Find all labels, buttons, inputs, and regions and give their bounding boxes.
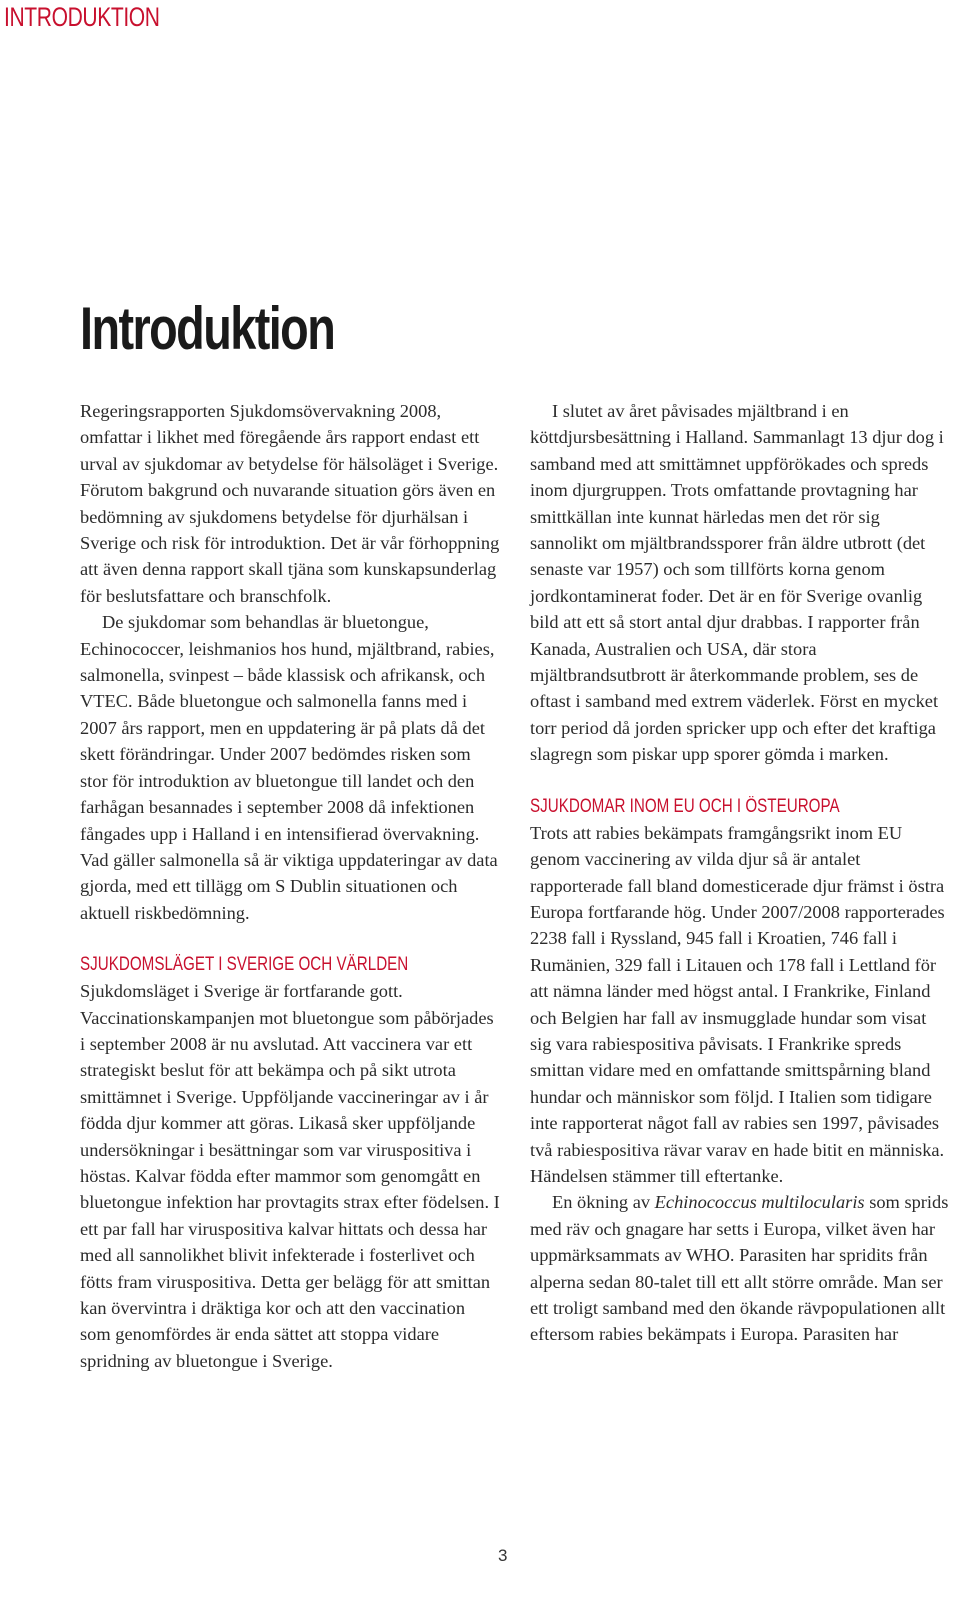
section-heading-eu-east-europe: SJUKDOMAR INOM EU OCH I ÖSTEUROPA [530,795,840,817]
intro-paragraph: Regeringsrapporten Sjukdomsövervakning 2008, omfattar i likhet med föregående års rapport endast ett urval av sjukdomar av betydelse för hälsoläget i Sverige. Förutom bakgrund och nuvarande situation görs även en bedömning av sjukdomens betydelse för djurhälsan i Sverige och risk för introduktion. Det är vår förhoppning att även denna rapport skall tjäna som kunskapsunderlag för beslutsfattare och branschfolk. [80,401,500,606]
page-number: 3 [498,1546,508,1565]
echinococcus-paragraph [530,1189,950,1347]
species-name: Echinococcus multilocularis [654,1192,865,1213]
rabies-paragraph: Trots att rabies bekämpats framgångsrikt inom EU genom vaccinering av vilda djur så är antalet rapporterade fall bland domesticerade djur främst i östra Europa fortfarande hög. Under 2007/2008 rapporterades 2238 fall i Ryssland, 945 fall i Kroatien, 746 fall i Rumänien, 329 fall i Litauen och 178 fall i Lettland för att nämna länder med högst antal. I Frankrike, Finland och Belgien har fall av insmugglade hundar som visat sig vara rabiespositiva påvisats. I Frankrike spreds smittan vidare med en omfattande smittspårning bland hundar och människor som följd. I Italien som tidigare inte rapporterat något fall av rabies sen 1997, påvisades två rabiespositiva rävar varav en hade bitit en människa. Händelsen stämmer till eftertanke. [530,822,945,1186]
section-heading-sweden-world: SJUKDOMSLÄGET I SVERIGE OCH VÄRLDEN [80,954,409,976]
echinococcus-text-start: En ökning av [552,1192,655,1213]
running-header: INTRODUKTION [4,2,160,32]
left-column [80,398,500,1374]
sweden-status-paragraph: Sjukdomsläget i Sverige är fortfarande gott. Vaccinationskampanjen mot bluetongue som påbörjades i september 2008 är nu avslutad. Att vaccinera var ett strategiskt beslut för att bekämpa och på sikt utrota smittämnet i Sverige. Uppföljande vaccineringar av i år födda djur kommer att göras. Likaså sker uppföljande undersökningar i besättningar som var viruspositiva i höstas. Kalvar födda efter mammor som genomgått en bluetongue infektion har provtagits strax efter födelsen. I ett par fall har viruspositiva kalvar hittats och dessa har med all sannolikhet blivit infekterade i fosterlivet och fötts fram viruspositiva. Detta ger belägg för att smittan kan övervintra i dräktiga kor och att den vaccination som genomfördes är enda sättet att stoppa vidare spridning av bluetongue i Sverige. [80,981,500,1371]
anthrax-paragraph: I slutet av året påvisades mjältbrand i en köttdjursbesättning i Halland. Sammanlagt 13 djur dog i samband med att smittämnet uppförökades och spreds inom djurgruppen. Trots omfattande provtagning har smittkällan inte kunnat härledas men det rör sig sannolikt om mjältbrandssporer från äldre utbrott (det senaste var 1957) och som tillförts korna genom jordkontaminerat foder. Det är en för Sverige ovanlig bild att ett så stort antal djur drabbas. I rapporter från Kanada, Australien och USA, där stora mjältbrandsutbrott är återkommande problem, ses de oftast i samband med extrem väderlek. Först en mycket torr period då jorden spricker upp och efter det kraftiga slagregn som piskar upp sporer gömda i marken. [530,401,944,765]
right-column [530,398,950,1348]
echinococcus-text-end: som sprids med räv och gnagare har setts i Europa, vilket även har uppmärksammats av WHO. Parasiten har spridits från alperna sedan 80-talet till ett allt större område. Man ser ett troligt samband med den ökande rävpopulationen allt eftersom rabies bekämpats i Europa. Parasiten har [530,1192,949,1345]
diseases-paragraph: De sjukdomar som behandlas är bluetongue, Echinococcer, leishmanios hos hund, mjältbrand, rabies, salmonella, svinpest – både klassisk och afrikansk, och VTEC. Både bluetongue och salmonella fanns med i 2007 års rapport, men en uppdatering är på plats då det skett förändringar. Under 2007 bedömdes risken som stor för introduktion av bluetongue till landet och den farhågan besannades i september 2008 då infektionen fångades upp i Halland i en intensifierad övervakning. Vad gäller salmonella så är viktiga uppdateringar av data gjorda, med ett tillägg om S Dublin situationen och aktuell riskbedömning. [80,612,498,923]
page-title: Introduktion [80,295,335,362]
